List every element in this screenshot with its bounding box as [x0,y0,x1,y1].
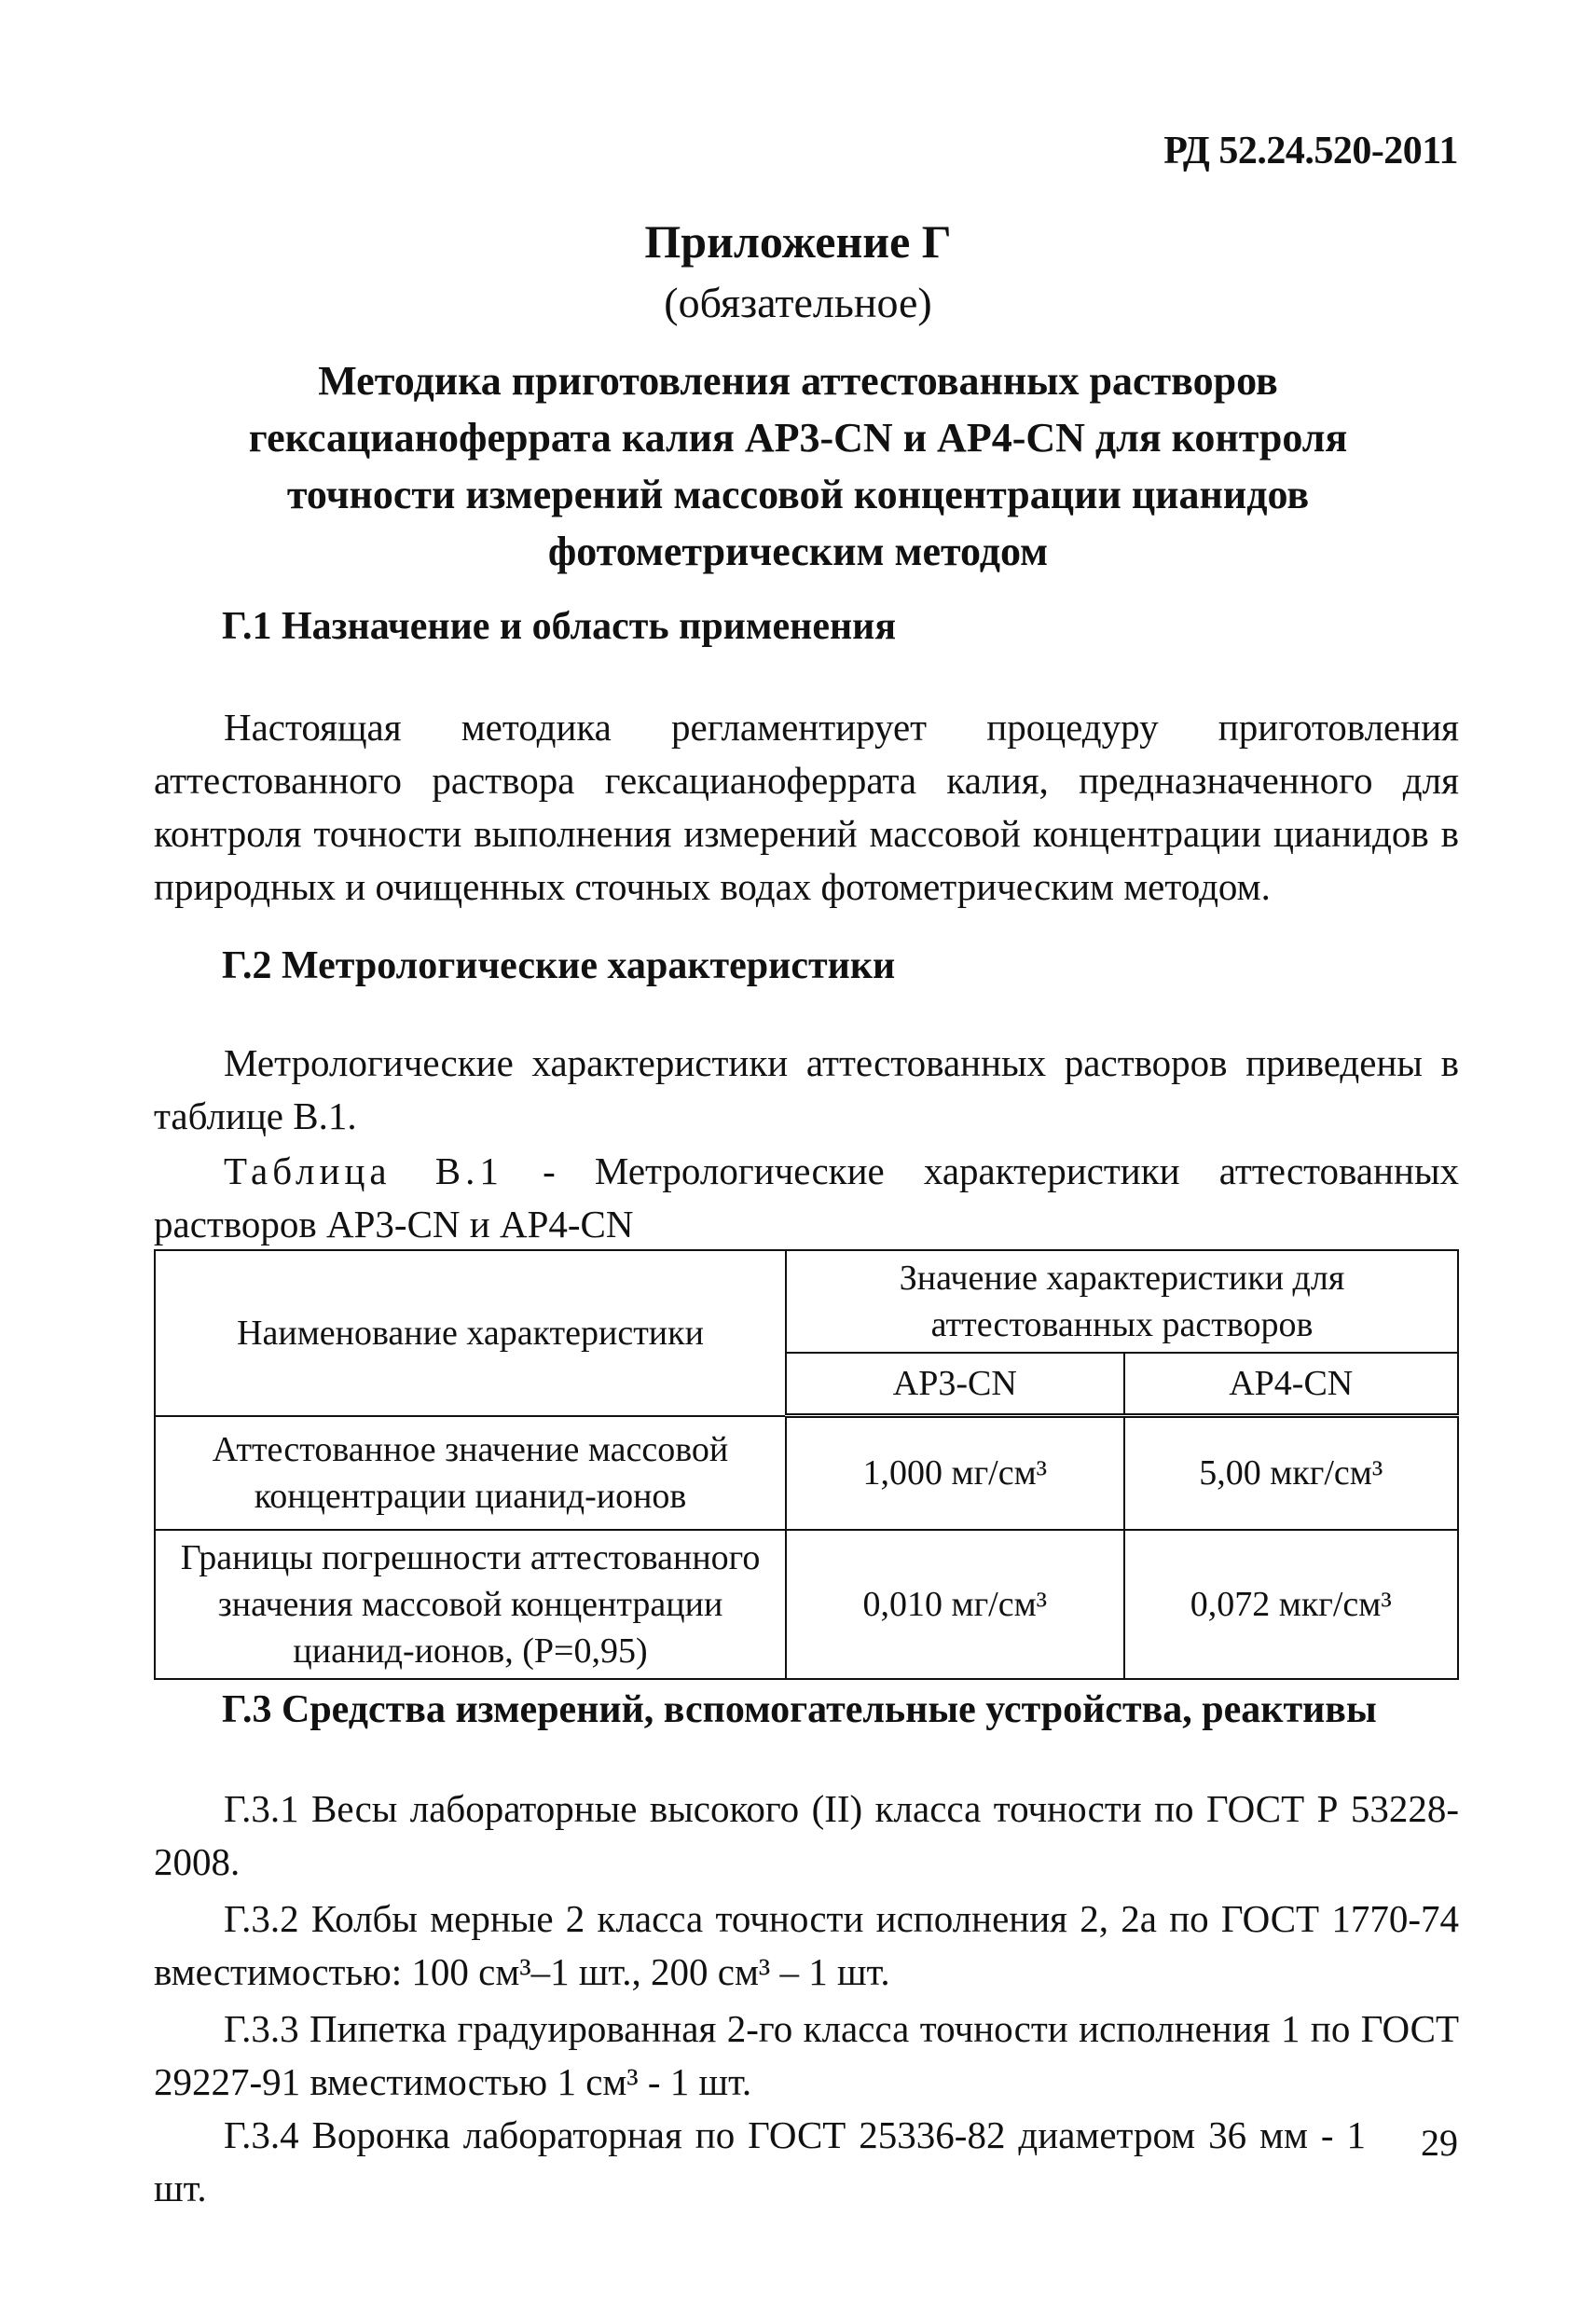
sub-header-ar4: АР4-CN [1124,1353,1458,1416]
document-code: РД 52.24.520-2011 [1163,130,1458,172]
metrological-table [154,1249,1459,1680]
page-number: 29 [1421,2122,1458,2164]
table-row [155,1530,1458,1679]
table-row [155,1416,1458,1530]
row-name: Аттестованное значение массовой концентрации цианид-ионов [155,1416,786,1530]
section-text-g1: Настоящая методика регламентирует процедуру приготовления аттестованного раствора гексацианоферрата калия, предназначенного для контроля точности выполнения измерений массовой концентрации цианидов в природных и очищенных сточных водах фотометрическим методом. [154,706,1459,908]
list-item: Г.3.1 Весы лабораторные высокого (II) класса точности по ГОСТ Р 53228-2008. [154,1787,1459,1883]
row-value-ar4: 0,072 мкг/см³ [1124,1530,1458,1679]
appendix-title: Приложение Г [644,215,952,268]
section-heading-g2: Г.2 Метрологические характеристики [222,944,896,987]
appendix-status: (обязательное) [664,279,932,326]
row-value-ar3: 1,000 мг/см³ [786,1416,1123,1530]
row-name: Границы погрешности аттестованного значения массовой концентрации цианид-ионов, (Р=0,95) [155,1530,786,1679]
list-item: Г.3.3 Пипетка градуированная 2-го класса точности исполнения 1 по ГОСТ 29227-91 вместимостью 1 см³ - 1 шт. [154,2007,1459,2103]
list-item: Г.3.4 Воронка лабораторная по ГОСТ 25336-82 диаметром 36 мм - 1 шт. [154,2113,1366,2209]
section-heading-g1: Г.1 Назначение и область применения [222,605,897,648]
sub-header-ar3: АР3-CN [786,1353,1123,1416]
row-value-ar3: 0,010 мг/см³ [786,1530,1123,1679]
document-title: Методика приготовления аттестованных растворов гексацианоферрата калия АР3-CN и АР4-CN для контроля точности измерений массовой концентрации цианидов фотометрическим методом [248,358,1348,574]
table-caption-label: Таблица В.1 [224,1149,503,1192]
table-caption [154,1145,1459,1251]
row-value-ar4: 5,00 мкг/см³ [1124,1416,1458,1530]
table-caption-text: - Метрологические характеристики аттестованных растворов АР3-CN и АР4-CN [154,1149,1459,1245]
section-heading-g3: Г.3 Средства измерений, вспомогательные устройства, реактивы [222,1688,1377,1731]
list-item: Г.3.2 Колбы мерные 2 класса точности исполнения 2, 2а по ГОСТ 1770-74 вместимостью: 100 см³–1 шт., 200 см³ – 1 шт. [154,1897,1459,1993]
section-text-g2: Метрологические характеристики аттестованных растворов приведены в таблице В.1. [154,1041,1459,1137]
col-header-name: Наименование характеристики [155,1250,786,1416]
col-header-value: Значение характеристики для аттестованных растворов [786,1250,1458,1353]
